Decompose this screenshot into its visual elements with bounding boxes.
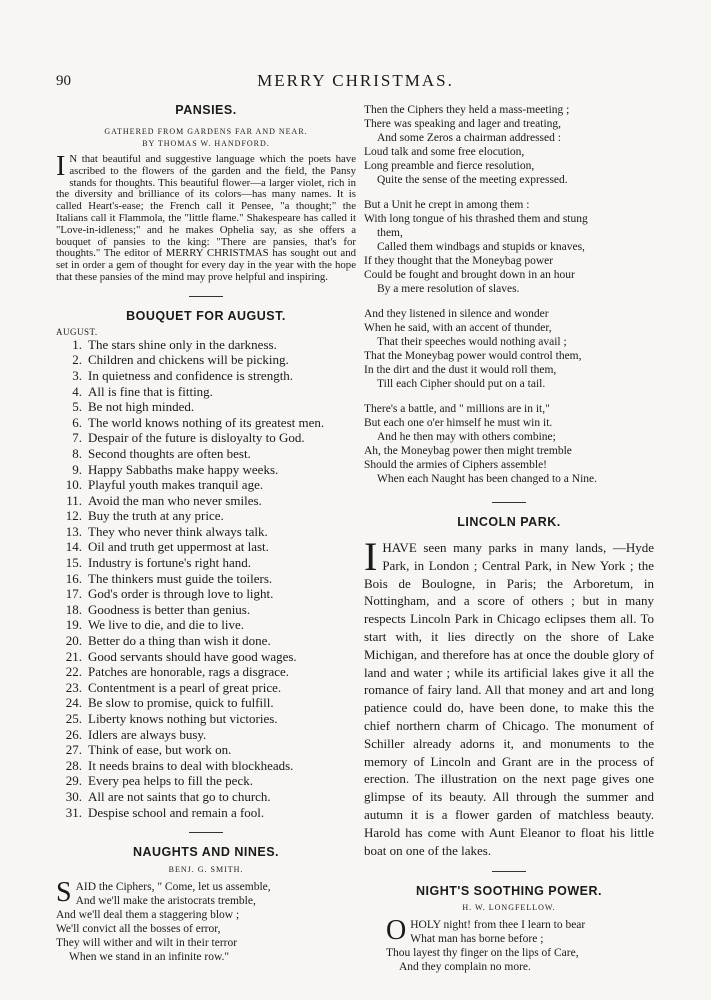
verse-line: Should the armies of Ciphers assemble!	[364, 459, 548, 471]
verse-line: And some Zeros a chairman addressed :	[377, 132, 561, 144]
verse-line: Could be fought and brought down in an hour	[364, 269, 575, 281]
verse-line: When each Naught has been changed to a Nine.	[377, 473, 598, 485]
maxim-number: 1.	[72, 336, 82, 352]
night-stanza	[364, 915, 654, 974]
verse-line: AID the Ciphers, " Come, let us assemble,	[75, 881, 271, 894]
maxim-text: Avoid the man who never smiles.	[88, 492, 262, 508]
verse-line: And he then may with others combine;	[377, 431, 556, 443]
maxim-item	[56, 664, 356, 680]
maxim-number: 24.	[65, 695, 82, 711]
maxim-item	[56, 555, 356, 571]
maxim-text: Every pea helps to fill the peck.	[88, 773, 253, 789]
verse-line: Then the Ciphers they held a mass-meeting ;	[364, 104, 570, 116]
maxim-item	[56, 368, 356, 384]
pansies-dropcap: I	[56, 151, 66, 182]
maxim-text: God's order is through love to light.	[88, 586, 274, 602]
pansies-body	[56, 151, 356, 284]
maxim-text: Second thoughts are often best.	[88, 445, 251, 461]
maxim-number: 7.	[72, 430, 82, 446]
maxim-item	[56, 462, 356, 478]
maxim-text: Better do a thing than wish it done.	[88, 633, 271, 649]
night-title: NIGHT'S SOOTHING POWER.	[415, 884, 602, 899]
maxim-item	[56, 789, 356, 805]
lincoln-dropcap: I	[364, 534, 378, 579]
verse-line: Long preamble and fierce resolution,	[364, 160, 535, 172]
maxim-item	[56, 524, 356, 540]
maxim-item	[56, 337, 356, 353]
maxim-item	[56, 352, 356, 368]
pansies-title: PANSIES.	[175, 103, 237, 117]
pansies-byline: BY THOMAS W. HANDFORD.	[142, 139, 270, 148]
lincoln-title: LINCOLN PARK.	[457, 515, 561, 529]
maxim-text: Oil and truth get uppermost at last.	[88, 539, 269, 555]
maxim-text: The stars shine only in the darkness.	[88, 336, 277, 352]
maxim-text: All are not saints that go to church.	[88, 788, 271, 804]
verse-line: Till each Cipher should put on a tail.	[377, 378, 546, 390]
maxim-item	[56, 758, 356, 774]
verse-line: In the dirt and the dust it would roll them,	[364, 364, 557, 376]
verse-line: If they thought that the Moneybag power	[364, 255, 554, 267]
maxim-number: 2.	[72, 352, 82, 368]
left-column	[56, 103, 356, 964]
maxim-item	[56, 539, 356, 555]
maxim-number: 18.	[65, 601, 82, 617]
maxim-number: 10.	[65, 477, 82, 493]
pansies-subtitle: GATHERED FROM GARDENS FAR AND NEAR.	[104, 127, 308, 136]
verse-line: By a mere resolution of slaves.	[377, 283, 520, 295]
maxim-item	[56, 742, 356, 758]
verse-line: Loud talk and some free elocution,	[364, 146, 525, 158]
verse-line: With long tongue of his thrashed them and stung	[364, 213, 588, 225]
maxim-text: Good servants should have good wages.	[88, 648, 297, 664]
verse-line: Called them windbags and stupids or knaves,	[377, 241, 585, 253]
verse-line: HOLY night! from thee I learn to bear	[410, 919, 586, 932]
maxim-item	[56, 602, 356, 618]
divider	[492, 871, 526, 872]
bouquet-title: BOUQUET FOR AUGUST.	[126, 308, 286, 323]
maxim-number: 28.	[65, 757, 82, 773]
maxim-item	[56, 711, 356, 727]
maxim-text: The thinkers must guide the toilers.	[88, 570, 273, 586]
maxim-item	[56, 399, 356, 415]
maxim-item	[56, 805, 356, 821]
maxim-item	[56, 430, 356, 446]
maxim-item	[56, 571, 356, 587]
naughts-byline: BENJ. G. SMITH.	[168, 865, 244, 875]
verse-line: What man has borne before ;	[410, 933, 544, 946]
verse-line: But a Unit he crept in among them :	[364, 199, 530, 211]
maxim-number: 31.	[65, 804, 82, 820]
verse-line: And they listened in silence and wonder	[364, 308, 549, 320]
maxim-number: 13.	[65, 523, 82, 539]
maxim-number: 14.	[65, 539, 82, 555]
verse-line: There's a battle, and " millions are in it,"	[364, 403, 550, 415]
maxim-text: Patches are honorable, rags a disgrace.	[88, 664, 290, 680]
maxim-item	[56, 773, 356, 789]
naughts-stanza	[364, 307, 654, 391]
verse-line: But each one o'er himself he must win it.	[364, 417, 553, 429]
maxim-number: 4.	[72, 383, 82, 399]
naughts-stanza-1	[56, 877, 356, 964]
maxim-number: 20.	[65, 633, 82, 649]
verse-line: There was speaking and lager and treating,	[364, 118, 562, 130]
verse-line: When we stand in an infinite row."	[69, 951, 230, 964]
maxim-text: The world knows nothing of its greatest men.	[88, 414, 325, 430]
running-head: MERRY CHRISTMAS.	[257, 71, 454, 90]
verse-line: They will wither and wilt in their terror	[56, 937, 238, 950]
verse-line: them,	[377, 227, 403, 239]
maxim-text: They who never think always talk.	[88, 523, 268, 539]
maxim-number: 9.	[72, 461, 82, 477]
maxim-text: Be not high minded.	[88, 399, 195, 415]
maxim-item	[56, 680, 356, 696]
maxim-item	[56, 649, 356, 665]
maxim-text: All is fine that is fitting.	[88, 383, 213, 399]
verse-line: Quite the sense of the meeting expressed.	[377, 174, 568, 186]
verse-line: And we'll deal them a staggering blow ;	[56, 909, 240, 922]
maxim-number: 27.	[65, 742, 82, 758]
divider	[189, 296, 223, 297]
verse-line: And we'll make the aristocrats tremble,	[75, 895, 256, 908]
maxim-text: Children and chickens will be picking.	[88, 352, 289, 368]
verse-line: When he said, with an accent of thunder,	[364, 322, 552, 334]
verse-line: We'll convict all the bosses of error,	[56, 923, 221, 936]
naughts-continued	[364, 103, 654, 486]
maxim-number: 5.	[72, 399, 82, 415]
maxim-number: 21.	[65, 648, 82, 664]
maxim-text: Contentment is a pearl of great price.	[88, 679, 282, 695]
naughts-stanza	[364, 198, 654, 296]
maxim-item	[56, 493, 356, 509]
maxim-number: 23.	[65, 679, 82, 695]
maxim-number: 15.	[65, 555, 82, 571]
right-column	[364, 103, 654, 974]
maxim-number: 11.	[66, 492, 82, 508]
maxim-item	[56, 508, 356, 524]
maxim-item	[56, 415, 356, 431]
night-dropcap: O	[386, 915, 407, 947]
maxim-text: It needs brains to deal with blockheads.	[88, 757, 294, 773]
maxim-text: Playful youth makes tranquil age.	[88, 477, 264, 493]
lincoln-body	[364, 534, 654, 859]
maxim-text: Buy the truth at any price.	[88, 508, 224, 524]
maxim-item	[56, 446, 356, 462]
maxim-number: 12.	[65, 508, 82, 524]
maxim-text: Idlers are always busy.	[88, 726, 207, 742]
night-byline: H. W. LONGFELLOW.	[462, 903, 556, 913]
maxim-text: Despise school and remain a fool.	[88, 804, 265, 820]
maxim-item	[56, 633, 356, 649]
maxim-item	[56, 617, 356, 633]
maxim-number: 26.	[65, 726, 82, 742]
maxim-item	[56, 384, 356, 400]
maxim-item	[56, 586, 356, 602]
maxim-text: Happy Sabbaths make happy weeks.	[88, 461, 279, 477]
naughts-stanza	[364, 103, 654, 187]
divider	[189, 832, 223, 833]
divider	[492, 502, 526, 503]
maxim-number: 6.	[72, 414, 82, 430]
maxim-text: In quietness and confidence is strength.	[88, 367, 294, 383]
maxim-number: 25.	[65, 711, 82, 727]
maxim-number: 29.	[65, 773, 82, 789]
maxim-text: Be slow to promise, quick to fulfill.	[88, 695, 274, 711]
maxim-number: 30.	[65, 788, 82, 804]
maxim-text: Despair of the future is disloyalty to God.	[88, 430, 305, 446]
maxim-text: Goodness is better than genius.	[88, 601, 251, 617]
verse-line: That the Moneybag power would control them,	[364, 350, 582, 362]
verse-line: That their speeches would nothing avail ;	[377, 336, 567, 348]
maxim-number: 22.	[65, 664, 82, 680]
lincoln-text: HAVE seen many parks in many lands, —Hyde Park, in London ; Central Park, in New York ; the Bois de Boulogne, in Paris; the Arboretum, in Nottingham, and a score of others ; but in many respects Lincoln Park in Chicago eclipses them all. To start with, it lies directly on the shore of Lake Michigan, and therefore has at once the double glory of land and water ; while its artificial lakes give it all the romance of fairy land. All that money and art and long patience could do, have been done, to make this the chief northern charm of Chicago. The monument of Schiller already adorns it, and monuments to the memory of Lincoln and Grant are in the process of erection. The illustration on the next page gives one glimpse of its beauty. All through the summer and autumn it is a flower garden of matchless beauty. Harold has come with Aunt Eleanor to float his little boat on one of the lakes.	[364, 540, 654, 858]
pansies-text: N that beautiful and suggestive language which the poets have ascribed to the flowers of the garden and the field, the Pansy stands for thoughts. This beautiful flower—a larger violet, rich in the diversity and brilliance of its colors—has many names. It is called Heart's-ease; the French call it Pensee, "a thought;" the Italians call it Flammola, the "little flame." Shakespeare has called it "Love-in-idleness;" and he makes Ophelia say, as she offers a bouquet of pansies to the king: "There are pansies, that's for thoughts." The editor of MERRY CHRISTMAS has sought out and set in order a gem of thought for every day in the year with the hope that these pansies of the mind may prove helpful and inspiring.	[56, 153, 356, 283]
maxim-number: 8.	[72, 445, 82, 461]
maxim-text: We live to die, and die to live.	[88, 617, 244, 633]
maxim-number: 3.	[72, 367, 82, 383]
naughts-stanza	[364, 402, 654, 486]
verse-line: And they complain no more.	[399, 961, 531, 974]
maxim-text: Liberty knows nothing but victories.	[88, 711, 278, 727]
maxim-item	[56, 477, 356, 493]
bouquet-month-label: AUGUST.	[56, 326, 98, 337]
maxim-number: 19.	[65, 617, 82, 633]
maxim-text: Think of ease, but work on.	[88, 742, 232, 758]
maxim-item	[56, 695, 356, 711]
maxim-number: 17.	[65, 586, 82, 602]
page-number: 90	[56, 73, 71, 89]
maxim-item	[56, 727, 356, 743]
maxim-text: Industry is fortune's right hand.	[88, 555, 252, 571]
maxim-number: 16.	[65, 570, 82, 586]
maxim-list	[56, 337, 356, 820]
verse-line: Thou layest thy finger on the lips of Care,	[386, 947, 579, 960]
verse-line: Ah, the Moneybag power then might tremble	[364, 445, 572, 457]
naughts-dropcap: S	[56, 877, 72, 909]
naughts-title: NAUGHTS AND NINES.	[132, 845, 280, 860]
